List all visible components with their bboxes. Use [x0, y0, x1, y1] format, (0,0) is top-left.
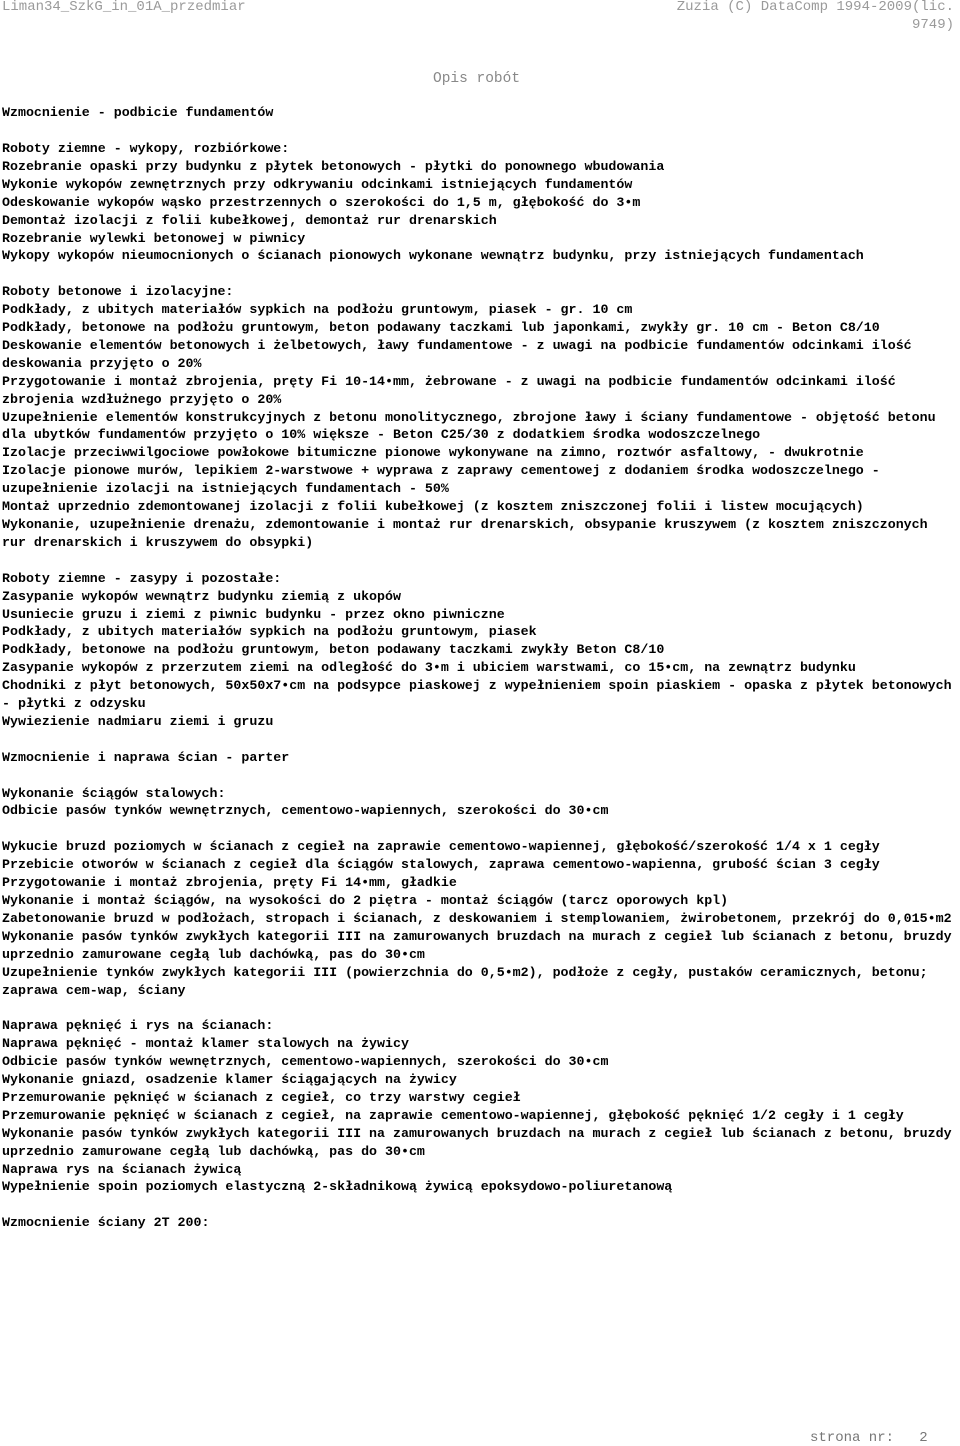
work-item: Przebicie otworów w ścianach z cegieł dla ściągów stalowych, zaprawa cementowo-wapienna, grubość ścian 3 cegły: [2, 857, 880, 873]
work-item: Wykonanie pasów tynków zwykłych kategorii III na zamurowanych bruzdach na murach z cegieł lub ścianach z betonu, bruzdy uprzednio zamurowane cegłą lub dachówką, pas do 30•cm: [2, 1125, 960, 1159]
content-block: [2, 1214, 952, 1232]
work-item: Usuniecie gruzu i ziemi z piwnic budynku - przez okno piwniczne: [2, 606, 505, 622]
work-item: Podkłady, z ubitych materiałów sypkich na podłożu gruntowym, piasek: [2, 624, 537, 640]
content-block: [2, 785, 952, 821]
work-item: Przemurowanie pęknięć w ścianach z cegieł, na zaprawie cementowo-wapiennej, głębokość pęknięć 1/2 cegły i 1 cegły: [2, 1107, 904, 1123]
header-right-line1: Zuzia (C) DataComp 1994-2009(lic.: [676, 0, 954, 15]
work-item: Zasypanie wykopów z przerzutem ziemi na odległość do 3•m i ubiciem warstwami, co 15•cm, na zewnątrz budynku: [2, 660, 856, 676]
header-right-line2: 9749): [911, 17, 954, 33]
work-item: Chodniki z płyt betonowych, 50x50x7•cm na podsypce piaskowej z wypełnieniem spoin piaskiem - opaska z płytek betonowych - płytki z odzysku: [2, 678, 960, 712]
work-item: Izolacje pionowe murów, lepikiem 2-warstwowe + wyprawa z zaprawy cementowej z dodaniem środka wodoszczelnego - uzupełnienie izolacji na istniejących fundamentach - 50%: [2, 463, 888, 497]
work-item: Wykopy wykopów nieumocnionych o ścianach pionowych wykonane wewnątrz budynku, przy istniejących fundamentach: [2, 248, 864, 264]
section-title: Wzmocnienie - podbicie fundamentów: [2, 105, 274, 120]
content-block: [2, 1017, 960, 1196]
document-header-left: Liman34_SzkG_in_01A_przedmiar: [2, 0, 246, 15]
work-item: Wykonie wykopów zewnętrznych przy odkrywaniu odcinkami istniejących fundamentów: [2, 176, 633, 192]
work-item: Przygotowanie i montaż zbrojenia, pręty Fi 10-14•mm, żebrowane - z uwagi na podbicie fundamentów odcinkami ilość zbrojenia wzdłużnego przyjęto o 20%: [2, 373, 904, 407]
work-item: Odbicie pasów tynków wewnętrznych, cementowo-wapiennych, szerokości do 30•cm: [2, 1054, 609, 1070]
work-item: Wypełnienie spoin poziomych elastyczną 2-składnikową żywicą epoksydowo-poliuretanową: [2, 1179, 673, 1195]
page-title: Opis robót: [433, 71, 521, 87]
content-block: [2, 749, 952, 767]
work-item: Wykonanie pasów tynków zwykłych kategorii III na zamurowanych bruzdach na murach z cegieł lub ścianach z betonu, bruzdy uprzednio zamurowane cegłą lub dachówką, pas do 30•cm: [2, 928, 960, 962]
work-item: Izolacje przeciwwilgociowe powłokowe bitumiczne pionowe wykonywane na zimno, roztwór asfaltowy, - dwukrotnie: [2, 445, 864, 461]
block-heading: Wzmocnienie i naprawa ścian - parter: [2, 749, 290, 765]
work-item: Rozebranie wylewki betonowej w piwnicy: [2, 230, 306, 246]
page-footer: [810, 1430, 928, 1446]
work-item: Deskowanie elementów betonowych i żelbetowych, ławy fundamentowe - z uwagi na podbicie fundamentów odcinkami ilość deskowania przyjęto o 20%: [2, 337, 920, 371]
document-header-right: [677, 0, 954, 34]
content-block: [2, 838, 960, 999]
block-heading: Naprawa pęknięć i rys na ścianach:: [2, 1018, 274, 1034]
work-item: Wykonanie, uzupełnienie drenażu, zdemontowanie i montaż rur drenarskich, obsypanie kruszywem (z kosztem zniszczonych rur drenarskich i kruszywem do obsypki): [2, 517, 936, 550]
footer-label: strona nr:: [810, 1430, 895, 1446]
work-item: Zabetonowanie bruzd w podłożach, stropach i ścianach, z deskowaniem i stemplowaniem, żwirobetonem, przekrój do 0,015•m2: [2, 910, 952, 926]
work-item: Odbicie pasów tynków wewnętrznych, cementowo-wapiennych, szerokości do 30•cm: [2, 803, 609, 819]
work-item: Przygotowanie i montaż zbrojenia, pręty Fi 14•mm, gładkie: [2, 875, 457, 891]
block-heading: Roboty ziemne - wykopy, rozbiórkowe:: [2, 141, 290, 156]
work-item: Wykonanie i montaż ściągów, na wysokości do 2 piętra - montaż ściągów (tarcz oporowych kpl): [2, 892, 729, 908]
work-item: Demontaż izolacji z folii kubełkowej, demontaż rur drenarskich: [2, 212, 497, 228]
work-item: Wykucie bruzd poziomych w ścianach z cegieł na zaprawie cementowo-wapiennej, głębokość/szerokość 1/4 x 1 cegły: [2, 839, 880, 855]
work-item: Naprawa rys na ścianach żywicą: [2, 1161, 242, 1177]
content-block: [2, 570, 960, 731]
block-heading: Wykonanie ściągów stalowych:: [2, 785, 226, 801]
work-item: Uzupełnienie elementów konstrukcyjnych z betonu monolitycznego, zbrojone ławy i ściany fundamentowe - objętość betonu dla ubytków fundamentów przyjęto o 10% większe - Beton C25/30 z dodatkiem środka wodoszczelnego: [2, 409, 944, 443]
block-heading: Roboty betonowe i izolacyjne:: [2, 284, 234, 300]
work-item: Montaż uprzednio zdemontowanej izolacji z folii kubełkowej (z kosztem zniszczonej folii i listew mocujących): [2, 499, 864, 515]
work-item: Zasypanie wykopów wewnątrz budynku ziemią z ukopów: [2, 588, 401, 604]
work-item: Wywiezienie nadmiaru ziemi i gruzu: [2, 713, 274, 729]
work-item: Podkłady, z ubitych materiałów sypkich na podłożu gruntowym, piasek - gr. 10 cm: [2, 302, 633, 318]
work-item: Przemurowanie pęknięć w ścianach z cegieł, co trzy warstwy cegieł: [2, 1089, 521, 1105]
footer-page-number: 2: [919, 1430, 928, 1446]
work-item: Uzupełnienie tynków zwykłych kategorii III (powierzchnia do 0,5•m2), podłoże z cegły, pustaków ceramicznych, betonu; zaprawa cem-wap, ściany: [2, 964, 936, 998]
content-block: [2, 283, 952, 552]
block-heading: Roboty ziemne - zasypy i pozostałe:: [2, 570, 282, 586]
work-item: Naprawa pęknięć - montaż klamer stalowych na żywicy: [2, 1036, 409, 1052]
work-item: Podkłady, betonowe na podłożu gruntowym, beton podawany taczkami zwykły Beton C8/10: [2, 642, 665, 658]
work-item: Wykonanie gniazd, osadzenie klamer ściągających na żywicy: [2, 1072, 457, 1088]
document-body: [2, 140, 960, 1250]
block-heading: Wzmocnienie ściany 2T 200:: [2, 1215, 210, 1231]
work-item: Odeskowanie wykopów wąsko przestrzennych o szerokości do 1,5 m, głębokość do 3•m: [2, 194, 641, 210]
work-item: Podkłady, betonowe na podłożu gruntowym, beton podawany taczkami lub japonkami, zwykły gr. 10 cm - Beton C8/10: [2, 320, 880, 336]
content-block: [2, 140, 952, 265]
work-item: Rozebranie opaski przy budynku z płytek betonowych - płytki do ponownego wbudowania: [2, 158, 665, 174]
